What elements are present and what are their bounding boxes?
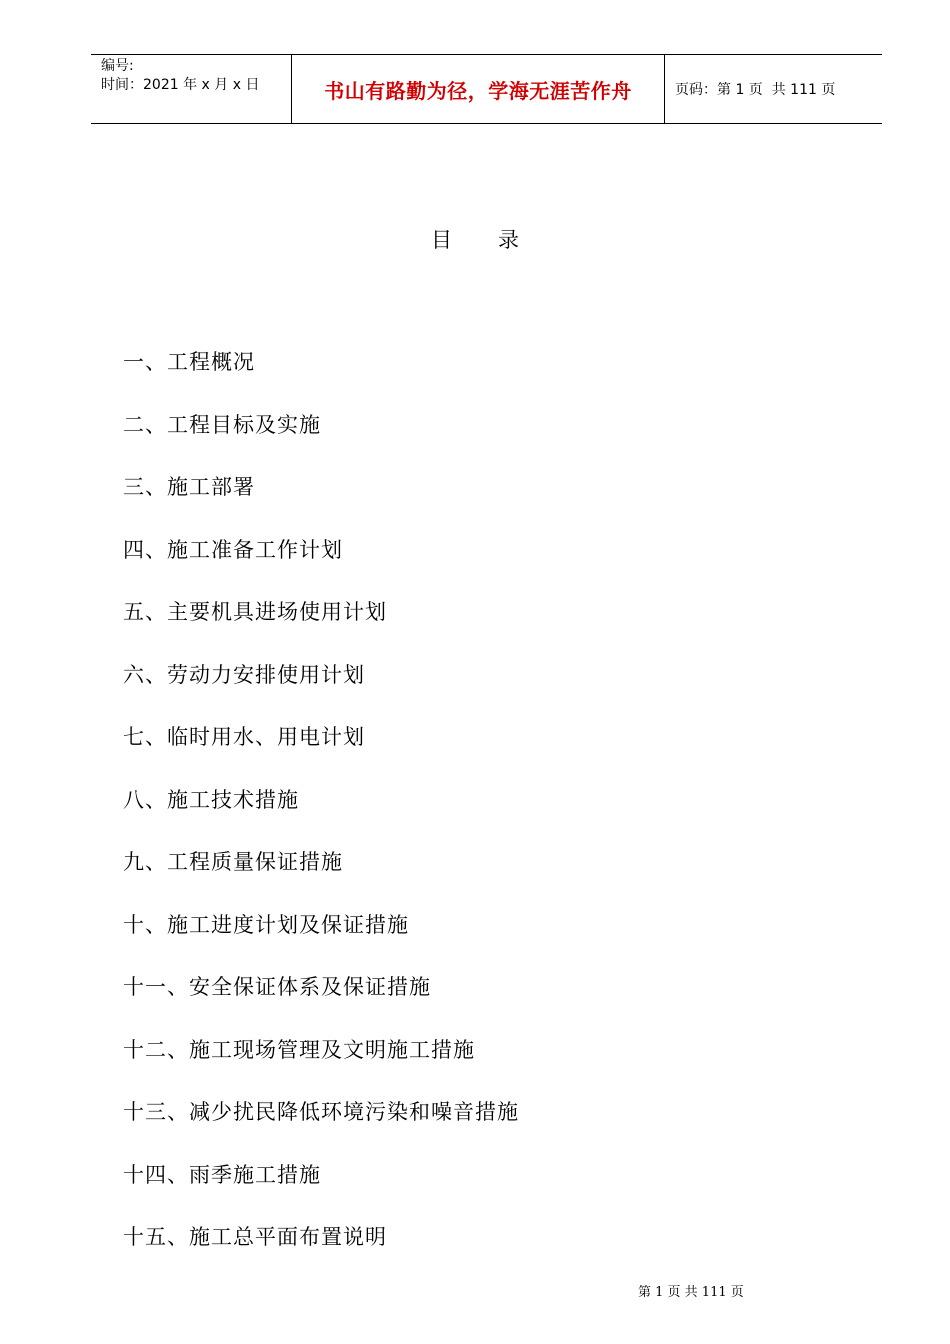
header-meta xyxy=(91,55,292,123)
page-footer: 第 1 页 共 111 页 xyxy=(638,1285,744,1300)
header-motto-cell xyxy=(292,55,665,123)
toc-item: 三、施工部署 xyxy=(123,475,255,499)
toc-item: 八、施工技术措施 xyxy=(123,787,299,812)
toc-item: 四、施工准备工作计划 xyxy=(123,537,343,562)
toc-item: 十四、雨季施工措施 xyxy=(123,1162,321,1187)
toc-item: 十五、施工总平面布置说明 xyxy=(123,1225,387,1249)
toc-item: 十三、减少扰民降低环境污染和噪音措施 xyxy=(123,1100,519,1124)
toc-title: 目录 xyxy=(431,228,565,252)
toc-item: 一、工程概况 xyxy=(123,350,255,374)
document-time-label: 时间：2021 年 x 月 x 日 xyxy=(101,77,260,93)
header-page-info: 页码：第 1 页 共 111 页 xyxy=(675,82,836,98)
toc-item: 五、主要机具进场使用计划 xyxy=(123,600,387,624)
toc-item: 十二、施工现场管理及文明施工措施 xyxy=(123,1037,475,1062)
page-header xyxy=(91,54,882,124)
document-number-label: 编号: xyxy=(101,58,134,74)
toc-list xyxy=(123,346,519,1284)
toc-item: 十一、安全保证体系及保证措施 xyxy=(123,975,431,999)
toc-item: 六、劳动力安排使用计划 xyxy=(123,662,365,687)
header-page-info-cell xyxy=(665,55,882,123)
toc-item: 七、临时用水、用电计划 xyxy=(123,725,365,749)
toc-item: 九、工程质量保证措施 xyxy=(123,850,343,874)
toc-item: 十、施工进度计划及保证措施 xyxy=(123,912,409,937)
header-motto: 书山有路勤为径，学海无涯苦作舟 xyxy=(324,78,632,103)
toc-item: 二、工程目标及实施 xyxy=(123,412,321,437)
